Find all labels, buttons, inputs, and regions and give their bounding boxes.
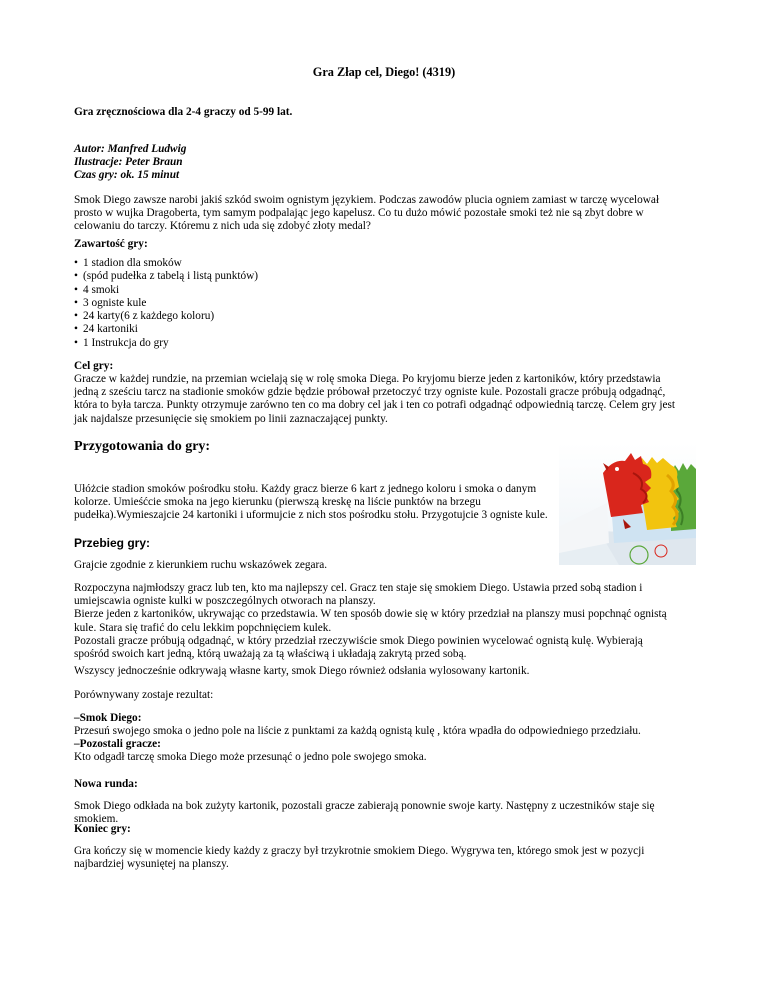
play-paragraph [74, 582, 694, 661]
dragon-heading: –Smok Diego: [74, 712, 142, 724]
setup-paragraph [74, 483, 556, 523]
intro-line: celowaniu do tarczy. Któremu z nich uda się zdobyć złoty medal? [74, 220, 371, 233]
contents-list [74, 257, 694, 350]
goal-heading: Cel gry: [74, 360, 114, 372]
setup-heading: Przygotowania do gry: [74, 439, 211, 454]
play-line: Pozostali gracze próbują odgadnąć, w który przedział rzeczywiście smok Diego powinien wycelować ognistą kulę. Wybierają [74, 634, 643, 647]
intro-line: Smok Diego zawsze narobi jakiś szkód swoim ognistym językiem. Podczas zawodów plucia ogniem zamiast w tarczę wycelował [74, 194, 660, 206]
intro-line: prosto w wujka Dragoberta, tym samym podpalając jego kapelusz. Co tu dużo mówić pozostałe smoki też nie są zbyt dobre w [74, 207, 644, 220]
goal-line: jak najdalsze przesunięcie się smokiem po linii zaznaczającej punkty. [74, 412, 388, 425]
credit-author: Autor: Manfred Ludwig [74, 143, 187, 155]
credit-duration: Czas gry: ok. 15 minut [74, 169, 180, 181]
end-paragraph [74, 845, 694, 871]
intro-paragraph [74, 194, 694, 234]
setup-line: Ułóżcie stadion smoków pośrodku stołu. Każdy gracz bierze 6 kart z jednego koloru i smoka o danym [74, 483, 537, 495]
players-heading: –Pozostali gracze: [74, 738, 161, 750]
play-line: spośród swoich kart jedną, którą uważają za tą właściwą i układają zakrytą przed sobą. [74, 648, 467, 661]
list-item: • 24 kartoniki [74, 323, 694, 336]
list-item: • 24 karty(6 z każdego koloru) [74, 310, 694, 323]
compare-text: Porównywany zostaje rezultat: [74, 689, 214, 701]
play-line: kule. Stara się trafić do celu lekkim popchnięciem kulek. [74, 621, 332, 634]
goal-line: która to była tarcza. Punkty otrzymuje zarówno ten co ma dobry cel jak i ten co potrafi odgadnąć odpowiednią tarczę. Celem gry jest [74, 399, 676, 412]
end-heading: Koniec gry: [74, 823, 131, 835]
list-item: • 3 ogniste kule [74, 297, 694, 310]
reveal-text: Wszyscy jednocześnie odkrywają własne karty, smok Diego również odsłania wylosowany kartonik. [74, 665, 530, 677]
dragon-text: Przesuń swojego smoka o jedno pole na liście z punktami za każdą ognistą kulę , która wpadła do odpowiedniego przedziału. [74, 725, 641, 737]
goal-line: jedną z sześciu tarcz na stadionie smoków gdzie będzie próbował przetoczyć trzy ogniste kule. Pozostali gracze próbują odgadnąć, [74, 386, 666, 399]
list-item: • (spód pudełka z tabelą i listą punktów) [74, 270, 694, 283]
end-line: Gra kończy się w momencie kiedy każdy z graczy był trzykrotnie smokiem Diego. Wygrywa ten, którego smok jest w pozycji [74, 845, 645, 857]
contents-heading: Zawartość gry: [74, 238, 148, 250]
end-line: najbardziej wysuniętej na planszy. [74, 858, 229, 871]
setup-line: kolorze. Umieśćcie smoka na jego kierunku (pierwszą kreskę na liście punktów na brzegu [74, 496, 481, 509]
setup-line: pudełka).Wymieszajcie 24 kartoniki i uformujcie z nich stos pośrodku stołu. Przygotujcie 3 ogniste kule. [74, 509, 548, 522]
play-direction: Grajcie zgodnie z kierunkiem ruchu wskazówek zegara. [74, 559, 328, 571]
list-item: • 1 stadion dla smoków [74, 257, 694, 270]
new-round-line: smokiem. [74, 813, 119, 826]
new-round-line: Smok Diego odkłada na bok zużyty kartonik, pozostali gracze zabierają ponownie swoje karty. Następny z uczestników staje się [74, 800, 655, 812]
players-text: Kto odgadł tarczę smoka Diego może przesunąć o jedno pole swojego smoka. [74, 751, 427, 763]
new-round-heading: Nowa runda: [74, 778, 138, 790]
play-line: Bierze jeden z kartoników, ukrywając co przedstawia. W ten sposób dowie się w który przedział na planszy musi popchnąć ognistą [74, 608, 667, 621]
play-line: umiejscawia ogniste kulki w poszczególnych otworach na planszy. [74, 595, 376, 608]
credit-illustrations: Ilustracje: Peter Braun [74, 156, 183, 168]
goal-line: Gracze w każdej rundzie, na przemian wcielają się w rolę smoka Diega. Po kryjomu bierze jeden z kartoników, który przedstawia [74, 373, 661, 385]
subtitle: Gra zręcznościowa dla 2-4 graczy od 5-99 lat. [74, 106, 293, 118]
play-heading: Przebieg gry: [74, 536, 151, 550]
play-line: Rozpoczyna najmłodszy gracz lub ten, kto ma najlepszy cel. Gracz ten staje się smokiem Diego. Ustawia przed sobą stadion i [74, 582, 643, 594]
list-item: • 1 Instrukcja do gry [74, 337, 694, 350]
goal-paragraph [74, 373, 694, 426]
document-title: Gra Złap cel, Diego! (4319) [312, 65, 456, 79]
list-item: • 4 smoki [74, 284, 694, 297]
